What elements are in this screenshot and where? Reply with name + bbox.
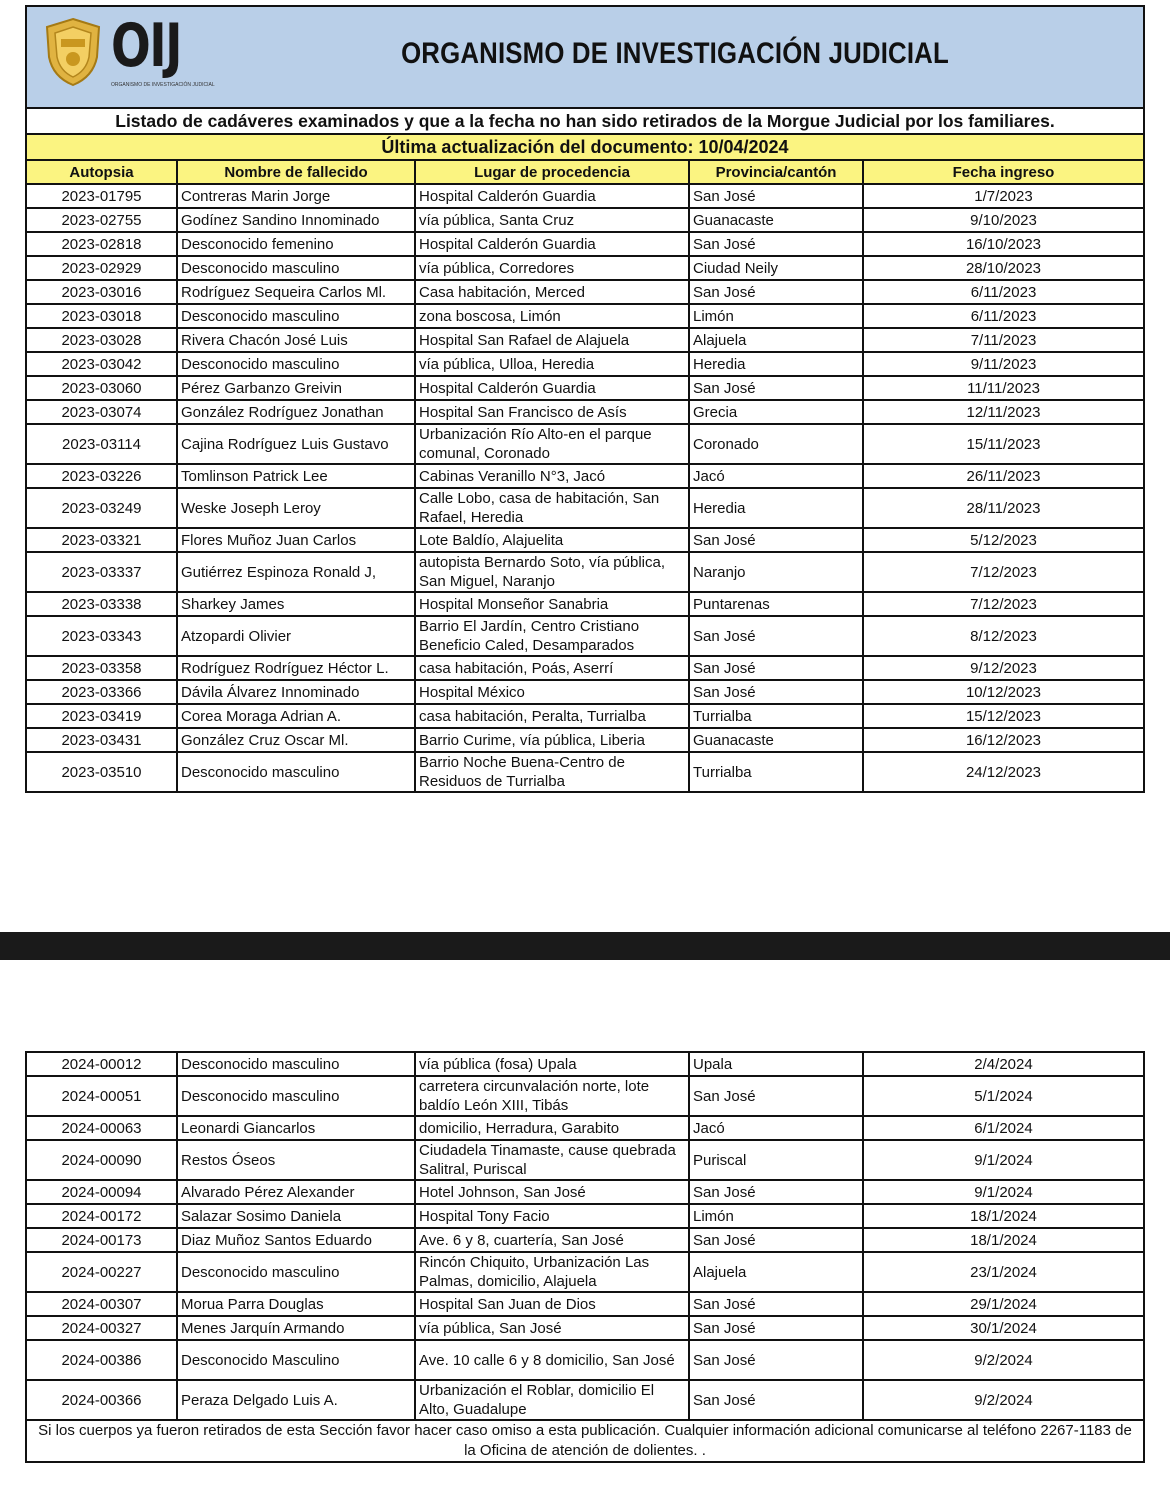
table-row — [27, 464, 1143, 488]
cell-nombre: Corea Moraga Adrian A. — [177, 704, 415, 728]
cell-lugar: Ave. 6 y 8, cuartería, San José — [415, 1228, 689, 1252]
cell-nombre: Leonardi Giancarlos — [177, 1116, 415, 1140]
cell-autopsia: 2023-03366 — [27, 680, 177, 704]
table-row — [27, 1076, 1143, 1116]
table-row — [27, 656, 1143, 680]
cell-lugar: Casa habitación, Merced — [415, 280, 689, 304]
cell-provincia: Grecia — [689, 400, 863, 424]
cell-autopsia: 2024-00063 — [27, 1116, 177, 1140]
cell-lugar: Ave. 10 calle 6 y 8 domicilio, San José — [415, 1340, 689, 1380]
cell-lugar: Barrio Curime, vía pública, Liberia — [415, 728, 689, 752]
cell-autopsia: 2024-00051 — [27, 1076, 177, 1116]
cell-autopsia: 2024-00012 — [27, 1053, 177, 1076]
table-body-2024 — [27, 1053, 1143, 1419]
cell-provincia: San José — [689, 616, 863, 656]
cell-provincia: San José — [689, 1292, 863, 1316]
cell-provincia: San José — [689, 680, 863, 704]
cell-fecha: 18/1/2024 — [863, 1204, 1143, 1228]
cell-nombre: Contreras Marin Jorge — [177, 184, 415, 208]
table-row — [27, 752, 1143, 791]
cell-lugar: vía pública, Corredores — [415, 256, 689, 280]
cell-provincia: San José — [689, 1076, 863, 1116]
cell-lugar: autopista Bernardo Soto, vía pública, San Miguel, Naranjo — [415, 552, 689, 592]
table-row — [27, 304, 1143, 328]
cell-autopsia: 2024-00307 — [27, 1292, 177, 1316]
cell-autopsia: 2023-02929 — [27, 256, 177, 280]
cell-lugar: Hospital Calderón Guardia — [415, 376, 689, 400]
cell-fecha: 5/12/2023 — [863, 528, 1143, 552]
table-row — [27, 280, 1143, 304]
cell-fecha: 12/11/2023 — [863, 400, 1143, 424]
cell-lugar: Hospital Monseñor Sanabria — [415, 592, 689, 616]
cell-autopsia: 2024-00366 — [27, 1380, 177, 1419]
cell-autopsia: 2023-03016 — [27, 280, 177, 304]
column-header-fecha: Fecha ingreso — [863, 161, 1143, 184]
cell-autopsia: 2024-00173 — [27, 1228, 177, 1252]
cell-nombre: Desconocido masculino — [177, 1076, 415, 1116]
table-row — [27, 728, 1143, 752]
cell-fecha: 15/11/2023 — [863, 424, 1143, 464]
logo-text: OIJ — [111, 11, 181, 81]
table-row — [27, 528, 1143, 552]
cell-fecha: 9/2/2024 — [863, 1340, 1143, 1380]
cell-nombre: Sharkey James — [177, 592, 415, 616]
logo-subtitle: ORGANISMO DE INVESTIGACIÓN JUDICIAL — [111, 82, 215, 88]
cell-fecha: 30/1/2024 — [863, 1316, 1143, 1340]
cell-fecha: 28/11/2023 — [863, 488, 1143, 528]
column-header-provincia: Provincia/cantón — [689, 161, 863, 184]
oij-badge-icon — [43, 17, 103, 87]
cell-lugar: Urbanización Río Alto-en el parque comunal, Coronado — [415, 424, 689, 464]
cell-lugar: domicilio, Herradura, Garabito — [415, 1116, 689, 1140]
table-row — [27, 1228, 1143, 1252]
cell-fecha: 9/12/2023 — [863, 656, 1143, 680]
cell-nombre: Restos Óseos — [177, 1140, 415, 1180]
cell-provincia: Heredia — [689, 352, 863, 376]
document-subtitle: Listado de cadáveres examinados y que a la fecha no han sido retirados de la Morgue Judicial por los familiares. — [27, 109, 1143, 135]
cell-nombre: Rivera Chacón José Luis — [177, 328, 415, 352]
cell-nombre: González Cruz Oscar Ml. — [177, 728, 415, 752]
table-row — [27, 328, 1143, 352]
table-row — [27, 1316, 1143, 1340]
cell-nombre: Weske Joseph Leroy — [177, 488, 415, 528]
cell-autopsia: 2023-03018 — [27, 304, 177, 328]
cell-nombre: Tomlinson Patrick Lee — [177, 464, 415, 488]
cell-autopsia: 2024-00386 — [27, 1340, 177, 1380]
cell-lugar: Barrio Noche Buena-Centro de Residuos de Turrialba — [415, 752, 689, 791]
table-row — [27, 424, 1143, 464]
table-body-2023 — [27, 184, 1143, 791]
cell-autopsia: 2023-03338 — [27, 592, 177, 616]
last-updated-banner: Última actualización del documento: 10/04/2024 — [27, 135, 1143, 161]
cell-provincia: San José — [689, 184, 863, 208]
cell-provincia: Alajuela — [689, 328, 863, 352]
cell-lugar: Rincón Chiquito, Urbanización Las Palmas, domicilio, Alajuela — [415, 1252, 689, 1292]
cell-lugar: Ciudadela Tinamaste, cause quebrada Salitral, Puriscal — [415, 1140, 689, 1180]
cell-autopsia: 2023-03510 — [27, 752, 177, 791]
cell-fecha: 24/12/2023 — [863, 752, 1143, 791]
morgue-table-2024 — [27, 1053, 1143, 1419]
cell-autopsia: 2023-03358 — [27, 656, 177, 680]
cell-lugar: Hospital San Juan de Dios — [415, 1292, 689, 1316]
table-header-row — [27, 161, 1143, 184]
cell-lugar: Urbanización el Roblar, domicilio El Alto, Guadalupe — [415, 1380, 689, 1419]
cell-provincia: San José — [689, 1180, 863, 1204]
cell-lugar: casa habitación, Peralta, Turrialba — [415, 704, 689, 728]
table-row — [27, 1180, 1143, 1204]
cell-fecha: 16/12/2023 — [863, 728, 1143, 752]
cell-nombre: González Rodríguez Jonathan — [177, 400, 415, 424]
cell-autopsia: 2023-03114 — [27, 424, 177, 464]
cell-lugar: Hospital Tony Facio — [415, 1204, 689, 1228]
cell-provincia: San José — [689, 528, 863, 552]
cell-nombre: Salazar Sosimo Daniela — [177, 1204, 415, 1228]
table-row — [27, 1252, 1143, 1292]
morgue-list-sheet-2024 — [25, 1051, 1145, 1463]
cell-fecha: 7/12/2023 — [863, 552, 1143, 592]
cell-nombre: Desconocido femenino — [177, 232, 415, 256]
cell-provincia: Limón — [689, 1204, 863, 1228]
cell-lugar: vía pública, San José — [415, 1316, 689, 1340]
cell-nombre: Diaz Muñoz Santos Eduardo — [177, 1228, 415, 1252]
cell-fecha: 28/10/2023 — [863, 256, 1143, 280]
cell-provincia: Limón — [689, 304, 863, 328]
table-row — [27, 1140, 1143, 1180]
cell-nombre: Rodríguez Rodríguez Héctor L. — [177, 656, 415, 680]
cell-provincia: Naranjo — [689, 552, 863, 592]
cell-autopsia: 2023-03249 — [27, 488, 177, 528]
table-row — [27, 1292, 1143, 1316]
cell-lugar: casa habitación, Poás, Aserrí — [415, 656, 689, 680]
cell-lugar: Hospital México — [415, 680, 689, 704]
cell-nombre: Cajina Rodríguez Luis Gustavo — [177, 424, 415, 464]
table-row — [27, 488, 1143, 528]
cell-lugar: zona boscosa, Limón — [415, 304, 689, 328]
table-row — [27, 400, 1143, 424]
table-row — [27, 680, 1143, 704]
cell-fecha: 11/11/2023 — [863, 376, 1143, 400]
cell-lugar: vía pública, Santa Cruz — [415, 208, 689, 232]
cell-fecha: 23/1/2024 — [863, 1252, 1143, 1292]
cell-fecha: 9/2/2024 — [863, 1380, 1143, 1419]
cell-fecha: 26/11/2023 — [863, 464, 1143, 488]
cell-fecha: 7/11/2023 — [863, 328, 1143, 352]
cell-nombre: Pérez Garbanzo Greivin — [177, 376, 415, 400]
cell-fecha: 5/1/2024 — [863, 1076, 1143, 1116]
cell-provincia: Puriscal — [689, 1140, 863, 1180]
cell-lugar: vía pública (fosa) Upala — [415, 1053, 689, 1076]
cell-provincia: Ciudad Neily — [689, 256, 863, 280]
table-row — [27, 704, 1143, 728]
cell-lugar: Hospital San Francisco de Asís — [415, 400, 689, 424]
cell-autopsia: 2023-03226 — [27, 464, 177, 488]
cell-nombre: Flores Muñoz Juan Carlos — [177, 528, 415, 552]
cell-autopsia: 2023-03074 — [27, 400, 177, 424]
cell-lugar: Hospital Calderón Guardia — [415, 184, 689, 208]
cell-nombre: Morua Parra Douglas — [177, 1292, 415, 1316]
cell-fecha: 7/12/2023 — [863, 592, 1143, 616]
cell-fecha: 6/11/2023 — [863, 304, 1143, 328]
cell-provincia: San José — [689, 232, 863, 256]
cell-autopsia: 2023-03419 — [27, 704, 177, 728]
cell-nombre: Rodríguez Sequeira Carlos Ml. — [177, 280, 415, 304]
cell-fecha: 2/4/2024 — [863, 1053, 1143, 1076]
cell-provincia: Guanacaste — [689, 728, 863, 752]
cell-provincia: San José — [689, 1380, 863, 1419]
cell-nombre: Desconocido masculino — [177, 352, 415, 376]
cell-provincia: San José — [689, 656, 863, 680]
cell-nombre: Desconocido masculino — [177, 1252, 415, 1292]
cell-lugar: Lote Baldío, Alajuelita — [415, 528, 689, 552]
cell-nombre: Desconocido Masculino — [177, 1340, 415, 1380]
cell-autopsia: 2024-00327 — [27, 1316, 177, 1340]
cell-provincia: Guanacaste — [689, 208, 863, 232]
document-header — [27, 7, 1143, 109]
table-row — [27, 256, 1143, 280]
table-row — [27, 376, 1143, 400]
cell-nombre: Peraza Delgado Luis A. — [177, 1380, 415, 1419]
cell-provincia: San José — [689, 376, 863, 400]
cell-autopsia: 2023-03042 — [27, 352, 177, 376]
table-row — [27, 552, 1143, 592]
cell-autopsia: 2023-03343 — [27, 616, 177, 656]
cell-fecha: 18/1/2024 — [863, 1228, 1143, 1252]
table-row — [27, 352, 1143, 376]
page-divider — [0, 932, 1170, 960]
cell-lugar: Cabinas Veranillo N°3, Jacó — [415, 464, 689, 488]
cell-nombre: Desconocido masculino — [177, 752, 415, 791]
cell-provincia: Puntarenas — [689, 592, 863, 616]
cell-autopsia: 2023-01795 — [27, 184, 177, 208]
column-header-lugar: Lugar de procedencia — [415, 161, 689, 184]
cell-autopsia: 2023-03431 — [27, 728, 177, 752]
cell-lugar: Barrio El Jardín, Centro Cristiano Beneficio Caled, Desamparados — [415, 616, 689, 656]
morgue-table-2023 — [27, 161, 1143, 791]
cell-nombre: Dávila Álvarez Innominado — [177, 680, 415, 704]
cell-lugar: vía pública, Ulloa, Heredia — [415, 352, 689, 376]
cell-provincia: San José — [689, 1228, 863, 1252]
cell-fecha: 9/1/2024 — [863, 1140, 1143, 1180]
table-row — [27, 1380, 1143, 1419]
cell-autopsia: 2024-00090 — [27, 1140, 177, 1180]
cell-autopsia: 2023-03337 — [27, 552, 177, 592]
cell-lugar: Hospital Calderón Guardia — [415, 232, 689, 256]
cell-nombre: Godínez Sandino Innominado — [177, 208, 415, 232]
cell-fecha: 9/1/2024 — [863, 1180, 1143, 1204]
cell-autopsia: 2023-02755 — [27, 208, 177, 232]
table-row — [27, 592, 1143, 616]
cell-fecha: 10/12/2023 — [863, 680, 1143, 704]
table-row — [27, 232, 1143, 256]
table-row — [27, 1204, 1143, 1228]
table-row — [27, 184, 1143, 208]
cell-autopsia: 2024-00227 — [27, 1252, 177, 1292]
cell-provincia: San José — [689, 1316, 863, 1340]
cell-nombre: Desconocido masculino — [177, 304, 415, 328]
cell-fecha: 9/11/2023 — [863, 352, 1143, 376]
cell-nombre: Desconocido masculino — [177, 256, 415, 280]
cell-provincia: Jacó — [689, 464, 863, 488]
cell-provincia: Heredia — [689, 488, 863, 528]
cell-fecha: 1/7/2023 — [863, 184, 1143, 208]
cell-lugar: carretera circunvalación norte, lote baldío León XIII, Tibás — [415, 1076, 689, 1116]
cell-autopsia: 2023-03060 — [27, 376, 177, 400]
cell-fecha: 16/10/2023 — [863, 232, 1143, 256]
cell-lugar: Hospital San Rafael de Alajuela — [415, 328, 689, 352]
column-header-nombre: Nombre de fallecido — [177, 161, 415, 184]
cell-lugar: Hotel Johnson, San José — [415, 1180, 689, 1204]
cell-autopsia: 2023-03028 — [27, 328, 177, 352]
morgue-list-sheet-2023 — [25, 5, 1145, 793]
cell-provincia: San José — [689, 1340, 863, 1380]
table-row — [27, 616, 1143, 656]
table-row — [27, 1053, 1143, 1076]
cell-fecha: 15/12/2023 — [863, 704, 1143, 728]
cell-autopsia: 2024-00172 — [27, 1204, 177, 1228]
organization-title: ORGANISMO DE INVESTIGACIÓN JUDICIAL — [401, 37, 949, 70]
cell-fecha: 6/11/2023 — [863, 280, 1143, 304]
cell-lugar: Calle Lobo, casa de habitación, San Rafael, Heredia — [415, 488, 689, 528]
table-row — [27, 1116, 1143, 1140]
cell-nombre: Gutiérrez Espinoza Ronald J, — [177, 552, 415, 592]
cell-autopsia: 2023-02818 — [27, 232, 177, 256]
cell-autopsia: 2024-00094 — [27, 1180, 177, 1204]
table-row — [27, 208, 1143, 232]
cell-provincia: Alajuela — [689, 1252, 863, 1292]
cell-provincia: Upala — [689, 1053, 863, 1076]
cell-fecha: 9/10/2023 — [863, 208, 1143, 232]
cell-provincia: San José — [689, 280, 863, 304]
cell-fecha: 6/1/2024 — [863, 1116, 1143, 1140]
table-row — [27, 1340, 1143, 1380]
footnote: Si los cuerpos ya fueron retirados de esta Sección favor hacer caso omiso a esta publicación. Cualquier información adicional comunicarse al teléfono 2267-1183 de la Oficina de atención de dolientes. . — [27, 1419, 1143, 1461]
cell-autopsia: 2023-03321 — [27, 528, 177, 552]
cell-nombre: Alvarado Pérez Alexander — [177, 1180, 415, 1204]
cell-fecha: 8/12/2023 — [863, 616, 1143, 656]
cell-provincia: Turrialba — [689, 704, 863, 728]
column-header-autopsia: Autopsia — [27, 161, 177, 184]
cell-nombre: Atzopardi Olivier — [177, 616, 415, 656]
cell-nombre: Menes Jarquín Armando — [177, 1316, 415, 1340]
cell-nombre: Desconocido masculino — [177, 1053, 415, 1076]
cell-provincia: Jacó — [689, 1116, 863, 1140]
cell-fecha: 29/1/2024 — [863, 1292, 1143, 1316]
cell-provincia: Turrialba — [689, 752, 863, 791]
cell-provincia: Coronado — [689, 424, 863, 464]
